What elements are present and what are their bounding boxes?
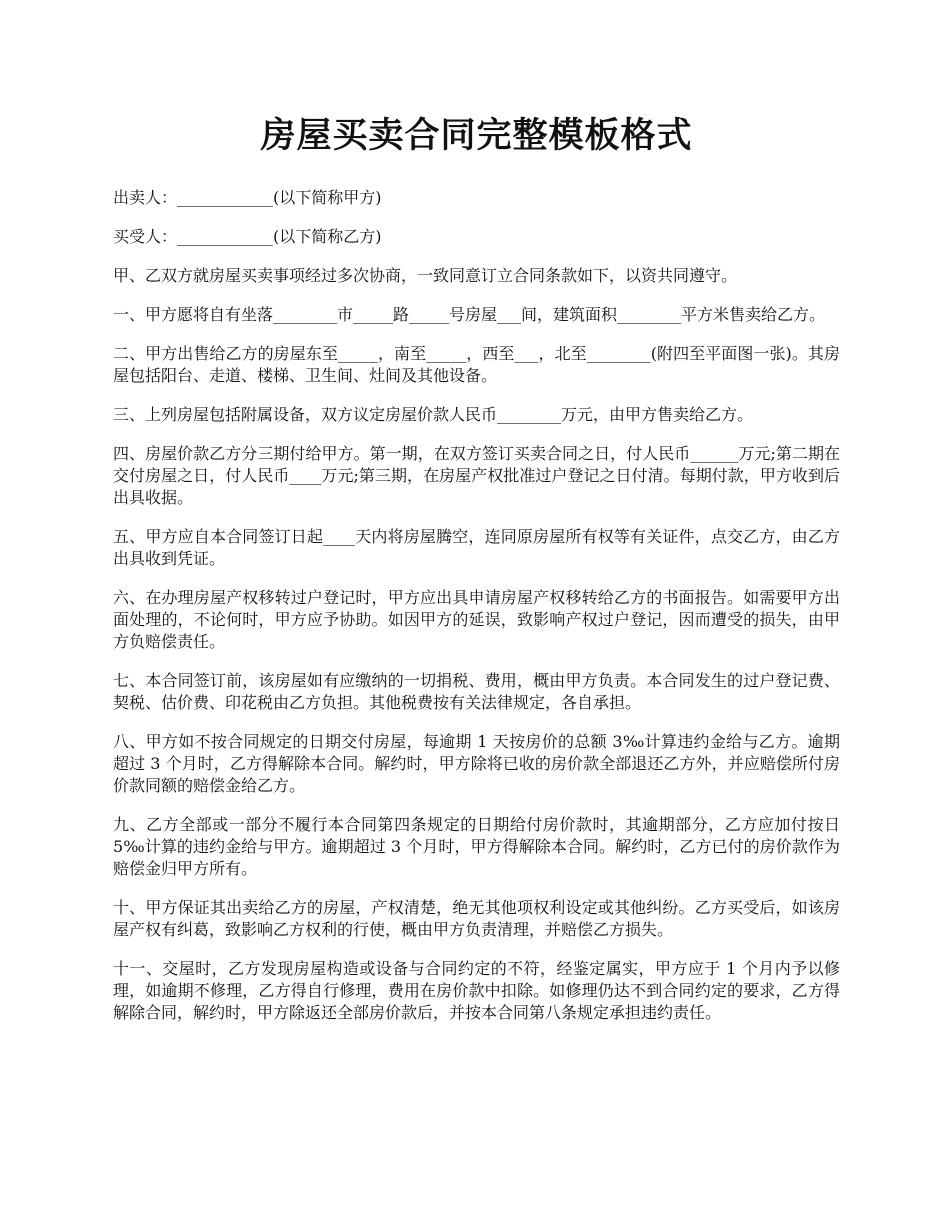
paragraph-buyer: 买受人：____________(以下简称乙方) xyxy=(113,227,382,246)
document-title: 房屋买卖合同完整模板格式 xyxy=(260,115,693,156)
paragraph-clause-9: 九、乙方全部或一部分不履行本合同第四条规定的日期给付房价款时，其逾期部分，乙方应加付按日 5‰计算的违约金给与甲方。逾期超过 3 个月时，甲方得解除本合同。解约时，乙方已付的房价款作为赔偿金归甲方所有。 xyxy=(113,815,840,878)
paragraph-clause-6: 六、在办理房屋产权移转过户登记时，甲方应出具申请房屋产权移转给乙方的书面报告。如需要甲方出面处理的，不论何时，甲方应予协助。如因甲方的延误，致影响产权过户登记，因而遭受的损失，由甲方负赔偿责任。 xyxy=(113,588,840,651)
paragraph-preamble: 甲、乙双方就房屋买卖事项经过多次协商，一致同意订立合同条款如下，以资共同遵守。 xyxy=(113,266,738,285)
paragraph-clause-1: 一、甲方愿将自有坐落________市_____路_____号房屋___间，建筑面积________平方米售卖给乙方。 xyxy=(113,305,826,324)
paragraph-clause-2: 二、甲方出售给乙方的房屋东至_____，南至_____，西至___，北至________(附四至平面图一张)。其房屋包括阳台、走道、楼梯、卫生间、灶间及其他设备。 xyxy=(113,344,840,385)
paragraph-seller: 出卖人：____________(以下简称甲方) xyxy=(113,188,382,207)
paragraph-clause-5: 五、甲方应自本合同签订日起____天内将房屋腾空，连同原房屋所有权等有关证件，点交乙方，由乙方出具收到凭证。 xyxy=(113,527,840,568)
paragraph-clause-11: 十一、交屋时，乙方发现房屋构造或设备与合同约定的不符，经鉴定属实，甲方应于 1 个月内予以修理，如逾期不修理，乙方得自行修理，费用在房价款中扣除。如修理仍达不到合同约定的要求，乙方得解除合同，解约时，甲方除返还全部房价款后，并按本合同第八条规定承担违约责任。 xyxy=(113,959,840,1022)
paragraph-clause-7: 七、本合同签订前，该房屋如有应缴纳的一切捐税、费用，概由甲方负责。本合同发生的过户登记费、契税、估价费、印花税由乙方负担。其他税费按有关法律规定，各自承担。 xyxy=(113,671,840,712)
paragraph-clause-8: 八、甲方如不按合同规定的日期交付房屋，每逾期 1 天按房价的总额 3‰计算违约金给与乙方。逾期超过 3 个月时，乙方得解除本合同。解约时，甲方除将已收的房价款全部退还乙方外，并应赔偿所付房价款同额的赔偿金给乙方。 xyxy=(113,732,840,795)
paragraph-clause-3: 三、上列房屋包括附属设备，双方议定房屋价款人民币________万元，由甲方售卖给乙方。 xyxy=(113,405,754,424)
paragraph-clause-4: 四、房屋价款乙方分三期付给甲方。第一期，在双方签订买卖合同之日，付人民币______万元;第二期在交付房屋之日，付人民币____万元;第三期，在房屋产权批准过户登记之日付清。每期付款，甲方收到后出具收据。 xyxy=(113,444,840,507)
paragraph-clause-10: 十、甲方保证其出卖给乙方的房屋，产权清楚，绝无其他项权利设定或其他纠纷。乙方买受后，如该房屋产权有纠葛，致影响乙方权利的行使，概由甲方负责清理，并赔偿乙方损失。 xyxy=(113,898,840,939)
